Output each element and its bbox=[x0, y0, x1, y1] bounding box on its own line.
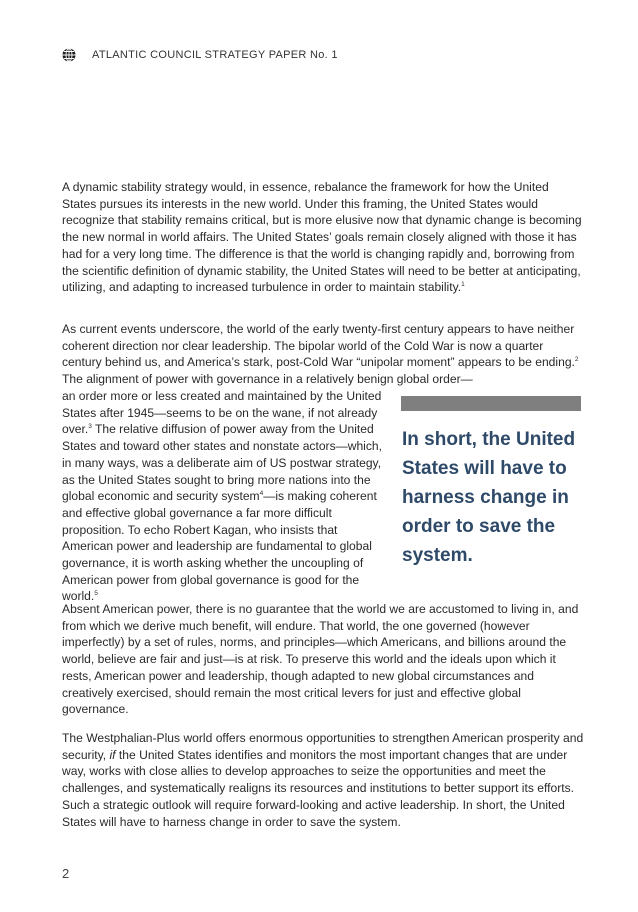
body-paragraph-3 bbox=[62, 730, 584, 830]
body-paragraph-2-top bbox=[62, 321, 584, 388]
footnote-ref-5: 5 bbox=[94, 590, 98, 598]
body-paragraph-1 bbox=[62, 179, 584, 296]
p3-emphasis: if bbox=[109, 747, 116, 762]
p2-text-c: an order more or less created and maintained by the United States after 1945—seems to be on the wane, if not already over. bbox=[62, 389, 382, 437]
header-title: ATLANTIC COUNCIL STRATEGY PAPER No. 1 bbox=[92, 49, 338, 61]
globe-icon bbox=[62, 48, 76, 62]
running-header bbox=[62, 45, 338, 65]
body-paragraph-2-continued bbox=[62, 601, 584, 718]
body-paragraph-2-wrapped bbox=[62, 388, 386, 605]
p2-text-d: The relative diffusion of power away from the United States and toward other states and nonstate actors—which, in many ways, was a deliberate aim of US postwar strategy, as the United States sought to bring more nations into the global economic and security system bbox=[62, 422, 382, 504]
footnote-ref-4: 4 bbox=[259, 490, 264, 498]
page-number: 2 bbox=[62, 866, 70, 881]
pullquote-bar bbox=[401, 396, 581, 411]
footnote-ref-2: 2 bbox=[574, 356, 579, 364]
footnote-ref-3: 3 bbox=[88, 423, 92, 431]
p1-text: A dynamic stability strategy would, in essence, rebalance the framework for how the United States pursues its interests in the new world. Under this framing, the United States would recognize that stability remains critical, but is more elusive now that dynamic change is becoming the new normal in world affairs. The United States’ goals remain closely aligned with those it has had for a very long time. The difference is that the world is changing rapidly and, borrowing from the scientific definition of dynamic stability, the United States will need to be better at anticipating, utilizing, and adapting to increased turbulence in order to maintain stability. bbox=[62, 180, 582, 295]
p2-text-f: Absent American power, there is no guarantee that the world we are accustomed to living in, and from which we derive much benefit, will endure. That world, the one governed (however imperfectly) by a set of rules, norms, and principles—which Americans, and billions around the world, believe are fair and just—is at risk. To preserve this world and the ideals upon which it rests, American power and leadership, though adapted to new global circumstances and creatively exercised, should remain the most critical levers for just and effective global governance. bbox=[62, 602, 579, 717]
p2-text-e: —is making coherent and effective global governance a far more difficult proposition. To echo Robert Kagan, who insists that American power and leadership are fundamental to global governance, it is worth asking whether the uncoupling of American power from global governance is good for the world. bbox=[62, 489, 377, 604]
p2-text-a: As current events underscore, the world of the early twenty-first century appears to have neither coherent direction nor clear leadership. The bipolar world of the Cold War is now a quarter century behind us, and America’s stark, post-Cold War “unipolar moment” appears to be ending. bbox=[62, 322, 575, 370]
p2-text-b: The alignment of power with governance in a relatively benign global order— bbox=[62, 372, 473, 387]
pullquote: In short, the United States will have to harness change in order to save the system. bbox=[402, 429, 576, 566]
footnote-ref-1: 1 bbox=[461, 281, 465, 289]
p3-text-a: The Westphalian-Plus world offers enormous opportunities to strengthen American prosperity and security, bbox=[62, 731, 584, 762]
p3-text-b: the United States identifies and monitors the most important changes that are under way, works with close allies to develop approaches to seize the opportunities and meet the challenges, and systematically realigns its resources and institutions to better support its efforts. Such a strategic outlook will require forward-looking and active leadership. In short, the United States will have to harness change in order to save the system. bbox=[62, 747, 575, 829]
